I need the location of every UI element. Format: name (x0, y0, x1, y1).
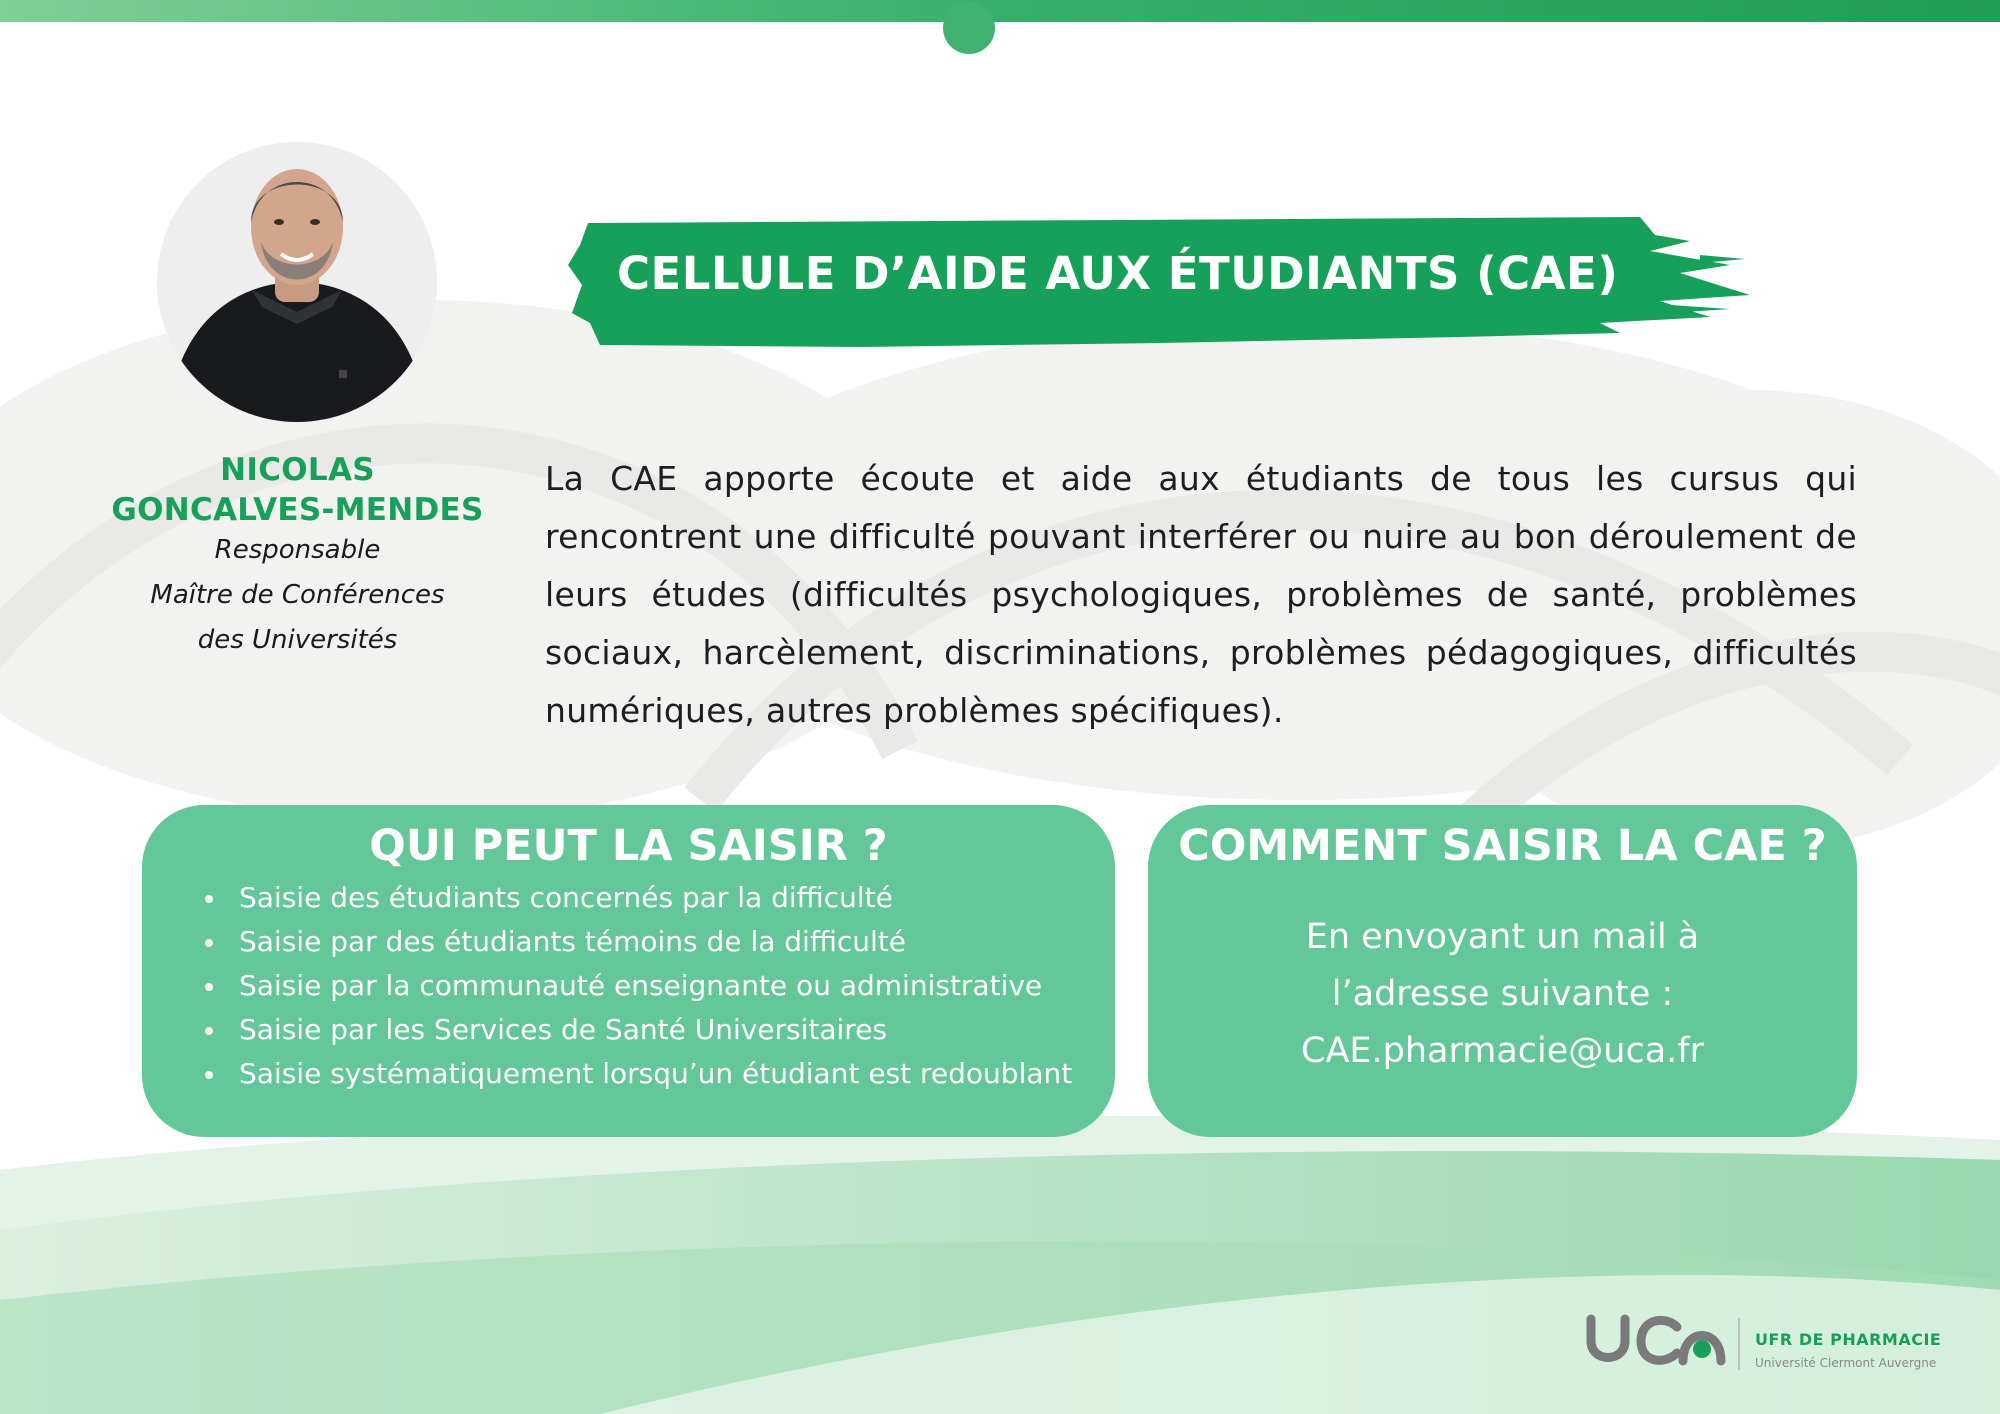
person-role-institution: des Universités (197, 625, 398, 655)
person-name-last: GONCALVES-MENDES (111, 492, 484, 528)
list-item: Saisie par la communauté enseignante ou administrative (205, 964, 1105, 1008)
page-title: CELLULE D’AIDE AUX ÉTUDIANTS (CAE) (617, 247, 1619, 300)
list-item: Saisie par des étudiants témoins de la difficulté (205, 920, 1105, 964)
how-to-refer-line2: l’adresse suivante : (1331, 974, 1674, 1014)
list-item: Saisie systématiquement lorsqu’un étudiant est redoublant (205, 1052, 1105, 1096)
who-can-refer-list (205, 876, 1105, 1096)
uca-logo-icon (1585, 1305, 1730, 1375)
list-item: Saisie des étudiants concernés par la difficulté (205, 876, 1105, 920)
person-role-responsable: Responsable (214, 535, 381, 565)
list-item: Saisie par les Services de Santé Universitaires (205, 1008, 1105, 1052)
description-paragraph: La CAE apporte écoute et aide aux étudiants de tous les cursus qui rencontrent une difficulté pouvant interférer ou nuire au bon déroulement de leurs études (difficultés psychologiques, problèmes de santé, problèmes sociaux, harcèlement, discriminations, problèmes pédagogiques, difficultés numériques, autres problèmes spécifiques). (545, 459, 1857, 730)
how-to-refer-title: COMMENT SAISIR LA CAE ? (1178, 821, 1827, 871)
who-can-refer-title: QUI PEUT LA SAISIR ? (369, 821, 888, 871)
contact-email[interactable]: CAE.pharmacie@uca.fr (1301, 1031, 1704, 1071)
person-role-title: Maître de Conférences (150, 580, 445, 610)
person-name (100, 450, 495, 530)
portrait-photo (157, 142, 437, 422)
logo-divider (1738, 1318, 1740, 1370)
how-to-refer-line1: En envoyant un mail à (1305, 917, 1700, 957)
logo-title: UFR DE PHARMACIE (1755, 1330, 1942, 1349)
how-to-refer-text (1148, 909, 1857, 1080)
person-name-first: NICOLAS (220, 452, 375, 488)
logo-subtitle: Université Clermont Auvergne (1755, 1356, 1937, 1370)
